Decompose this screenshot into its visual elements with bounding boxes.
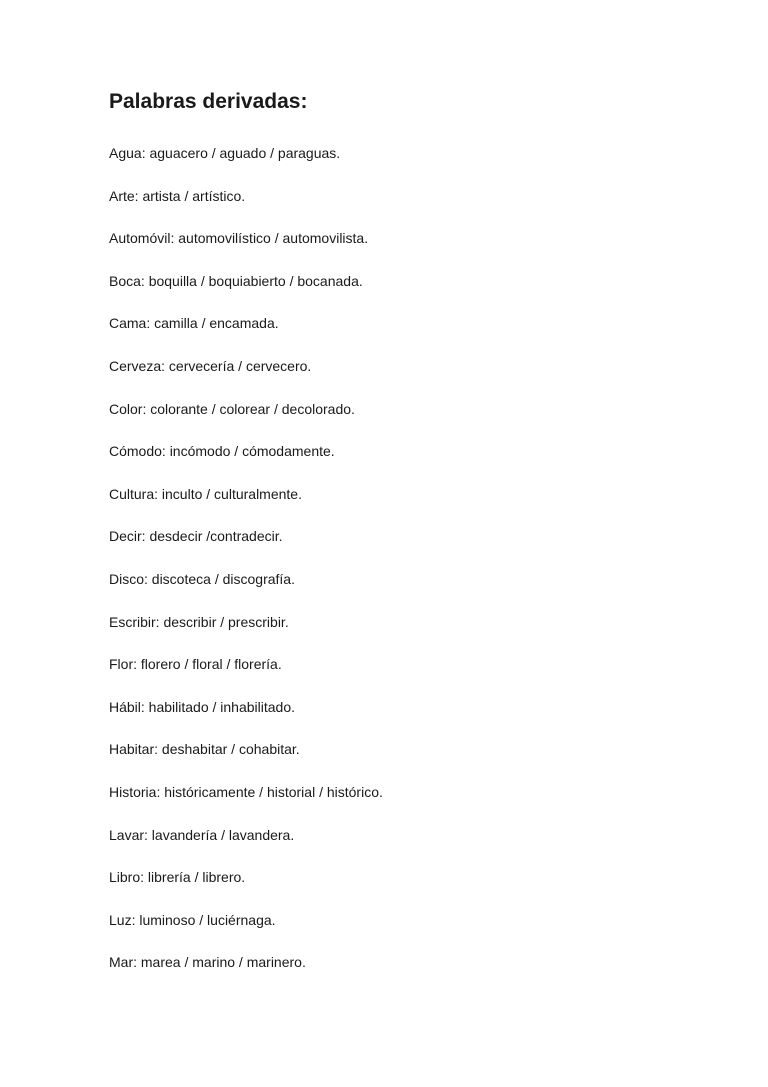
list-item: Libro: librería / librero. [109, 869, 246, 886]
list-item: Cómodo: incómodo / cómodamente. [109, 443, 335, 460]
page-title: Palabras derivadas: [109, 90, 308, 113]
list-item: Hábil: habilitado / inhabilitado. [109, 698, 296, 715]
list-item: Luz: luminoso / luciérnaga. [109, 911, 276, 928]
list-item: Disco: discoteca / discografía. [109, 570, 295, 587]
list-item: Arte: artista / artístico. [109, 187, 246, 204]
list-item: Color: colorante / colorear / decolorado. [109, 400, 355, 417]
list-item: Escribir: describir / prescribir. [109, 613, 289, 630]
list-item: Cama: camilla / encamada. [109, 315, 279, 332]
list-item: Flor: florero / floral / florería. [109, 656, 282, 673]
list-item: Lavar: lavandería / lavandera. [109, 826, 295, 843]
list-item: Boca: boquilla / boquiabierto / bocanada. [109, 272, 363, 289]
list-item: Agua: aguacero / aguado / paraguas. [109, 145, 341, 161]
list-item: Decir: desdecir /contradecir. [109, 528, 283, 545]
list-item: Habitar: deshabitar / cohabitar. [109, 741, 300, 758]
list-item: Mar: marea / marino / marinero. [109, 954, 306, 971]
list-item: Cerveza: cervecería / cervecero. [109, 357, 312, 374]
list-item: Automóvil: automovilístico / automovilista. [109, 230, 369, 247]
derived-words-list [109, 143, 383, 995]
list-item: Cultura: inculto / culturalmente. [109, 485, 302, 502]
list-item: Historia: históricamente / historial / histórico. [109, 783, 383, 800]
